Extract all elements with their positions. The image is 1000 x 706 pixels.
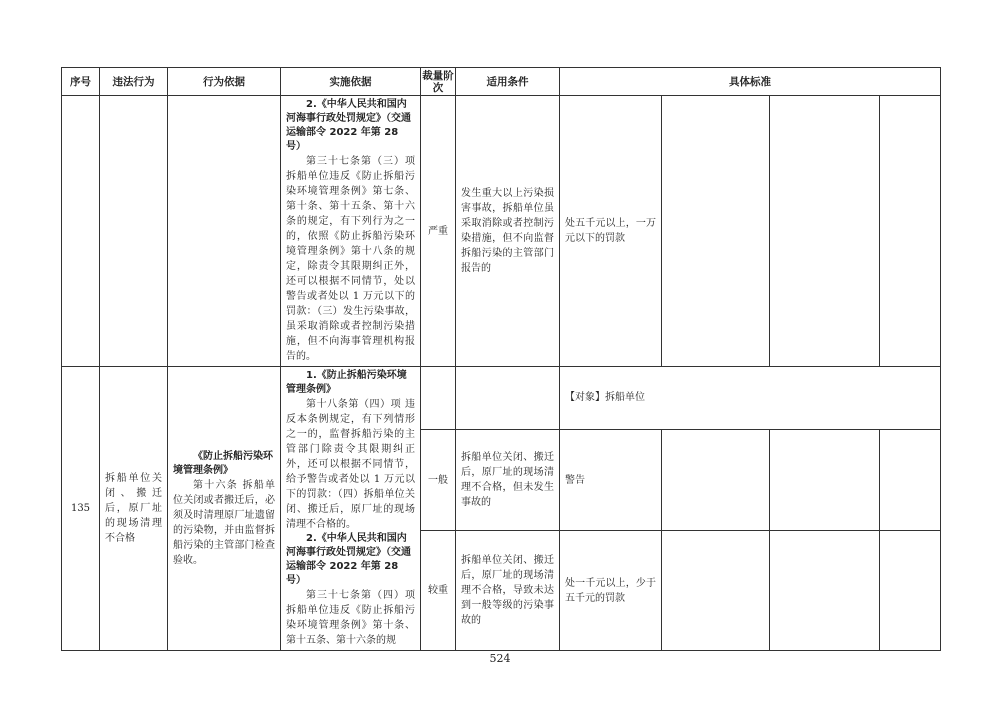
cont-basis-cell — [168, 96, 281, 367]
object-cell: 【对象】拆船单位 — [560, 367, 941, 430]
heavier-standard-cell: 处一千元以上，少于五千元的罚款 — [560, 531, 662, 651]
cont-no-cell — [62, 96, 100, 367]
heavier-cond-cell: 拆船单位关闭、搬迁后，原厂址的现场清理不合格，导致未达到一般等级的污染事故的 — [456, 531, 560, 651]
empty-cell — [662, 531, 770, 651]
general-cond-cell: 拆船单位关闭、搬迁后，原厂址的现场清理不合格，但未发生事故的 — [456, 429, 560, 530]
empty-cell — [880, 96, 941, 367]
penalty-standard-table — [61, 67, 941, 651]
heavier-level-cell: 较重 — [421, 531, 456, 651]
empty-cell — [770, 96, 880, 367]
object-cond-cell — [456, 367, 560, 430]
table-row-continued — [62, 96, 941, 367]
impl-body-1: 第十八条第（四）项 违反本条例规定，有下列情形之一的，监督拆船污染的主管部门除责令其限期纠正外，还可以根据不同情节，给予警告或者处以 1 万元以下的罚款：（四）拆船单位关闭、搬迁后，原厂址的现场清理不合格的。 — [286, 399, 415, 530]
general-level-cell: 一般 — [421, 429, 456, 530]
cont-violation-cell — [100, 96, 168, 367]
cont-impl-cell — [281, 96, 421, 367]
cont-level-cell: 严重 — [421, 96, 456, 367]
cont-impl-body: 第三十七条第（三）项 拆船单位违反《防止拆船污染环境管理条例》第七条、第十条、第十五条、第十六条的规定，有下列行为之一的，依照《防止拆船污染环境管理条例》第十八条的规定，除责令其限期纠正外，还可以根据不同情节，处以警告或者处以 1 万元以下的罚款：（三）发生污染事故，虽采取消除或者控制污染措施，但不向海事管理机构报告的。 — [286, 156, 415, 362]
basis-title: 《防止拆船污染环境管理条例》 — [173, 450, 273, 476]
header-row — [62, 68, 941, 96]
empty-cell — [770, 531, 880, 651]
table-row-135-object — [62, 367, 941, 430]
empty-cell — [880, 429, 941, 530]
header-basis: 行为依据 — [168, 68, 281, 96]
empty-cell — [662, 96, 770, 367]
page-number: 524 — [489, 652, 511, 665]
header-violation: 违法行为 — [100, 68, 168, 96]
header-no: 序号 — [62, 68, 100, 96]
basis-body: 第十六条 拆船单位关闭或者搬迁后，必须及时清理原厂址遗留的污染物，并由监督拆船污染的主管部门检查验收。 — [173, 479, 275, 566]
cont-cond-cell: 发生重大以上污染损害事故，拆船单位虽采取消除或者控制污染措施，但不向监督拆船污染的主管部门报告的 — [456, 96, 560, 367]
impl-cell — [281, 367, 421, 651]
cont-impl-title: 2.《中华人民共和国内河海事行政处罚规定》（交通运输部令 2022 年第 28 号） — [286, 99, 411, 152]
object-level-cell — [421, 367, 456, 430]
violation-cell: 拆船单位关闭、搬迁后，原厂址的现场清理不合格 — [100, 367, 168, 651]
header-level: 裁量阶次 — [422, 69, 454, 94]
empty-cell — [880, 531, 941, 651]
empty-cell — [770, 429, 880, 530]
header-standard: 具体标准 — [560, 68, 941, 96]
impl-title-1: 1.《防止拆船污染环境管理条例》 — [286, 370, 407, 395]
impl-body-2: 第三十七条第（四）项 拆船单位违反《防止拆船污染环境管理条例》第十条、第十五条、第十六条的规 — [286, 590, 415, 646]
cont-standard-cell: 处五千元以上，一万元以下的罚款 — [560, 96, 662, 367]
basis-cell — [168, 367, 281, 651]
header-cond: 适用条件 — [456, 68, 560, 96]
header-impl: 实施依据 — [281, 68, 421, 96]
row-number-cell: 135 — [62, 367, 100, 651]
general-standard-cell: 警告 — [560, 429, 662, 530]
empty-cell — [662, 429, 770, 530]
impl-title-2: 2.《中华人民共和国内河海事行政处罚规定》（交通运输部令 2022 年第 28 号） — [286, 533, 411, 586]
